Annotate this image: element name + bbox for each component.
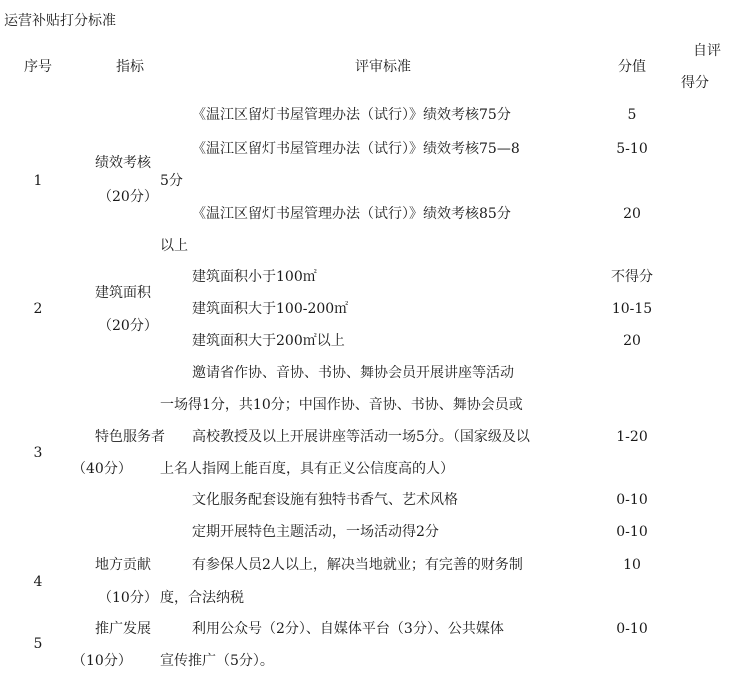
row-5-criteria-line-2: 宣传推广（5分）。	[160, 653, 274, 669]
header-indicator: 指标	[116, 59, 144, 75]
row-2-score-2: 10-15	[611, 301, 653, 317]
row-1-seq: 1	[33, 173, 43, 189]
row-3-criteria-line-2: 一场得1分，共10分；中国作协、音协、书协、舞协会员或	[160, 397, 523, 413]
header-criteria: 评审标准	[355, 59, 411, 75]
row-4-indicator-points: （10分）	[98, 590, 158, 606]
row-1-criteria-line-2: 《温江区留灯书屋管理办法（试行）》绩效考核75—8	[192, 141, 520, 157]
row-3-seq: 3	[33, 445, 43, 461]
row-5-criteria-line-1: 利用公众号（2分）、自媒体平台（3分）、公共媒体	[192, 621, 504, 637]
row-3-criteria-line-1: 邀请省作协、音协、书协、舞协会员开展讲座等活动	[192, 365, 514, 381]
row-3-criteria-line-6: 定期开展特色主题活动，一场活动得2分	[192, 524, 439, 540]
row-3-criteria-line-4: 上名人指网上能百度，具有正义公信度高的人）	[160, 461, 454, 477]
row-3-indicator-points: （40分）	[72, 461, 132, 477]
row-1-score-1: 5	[627, 107, 637, 123]
row-1-indicator-points: （20分）	[98, 189, 158, 205]
row-5-indicator-name: 推广发展	[95, 621, 151, 637]
row-3-score-1: 1-20	[616, 429, 648, 445]
row-2-score-1: 不得分	[611, 269, 653, 285]
row-3-indicator-name: 特色服务者	[95, 429, 165, 445]
header-self-score-line2: 得分	[681, 75, 709, 91]
row-1-criteria-line-4: 《温江区留灯书屋管理办法（试行）》绩效考核85分	[192, 206, 511, 222]
row-2-criteria-line-2: 建筑面积大于100-200㎡	[192, 301, 349, 317]
row-4-seq: 4	[33, 574, 43, 590]
header-self-score-line1: 自评	[693, 43, 721, 59]
row-2-criteria-line-1: 建筑面积小于100㎡	[192, 269, 317, 285]
header-seq: 序号	[24, 59, 52, 75]
row-3-criteria-line-5: 文化服务配套设施有独特书香气、艺术风格	[192, 492, 458, 508]
row-1-criteria-line-3: 5分	[160, 173, 183, 189]
row-1-criteria-line-5: 以上	[160, 238, 188, 254]
row-2-criteria-line-3: 建筑面积大于200㎡以上	[192, 333, 345, 349]
header-score: 分值	[618, 59, 646, 75]
row-5-seq: 5	[33, 636, 43, 652]
row-5-indicator-points: （10分）	[72, 653, 132, 669]
row-1-score-3: 20	[623, 206, 641, 222]
row-1-indicator-name: 绩效考核	[95, 155, 151, 171]
row-4-criteria-line-2: 度，合法纳税	[160, 590, 244, 606]
row-1-score-2: 5-10	[616, 141, 648, 157]
row-2-seq: 2	[33, 301, 43, 317]
row-3-score-3: 0-10	[616, 524, 648, 540]
row-2-score-3: 20	[623, 333, 641, 349]
row-2-indicator-points: （20分）	[98, 318, 158, 334]
document-title: 运营补贴打分标准	[4, 13, 116, 29]
row-2-indicator-name: 建筑面积	[95, 285, 151, 301]
row-4-criteria-line-1: 有参保人员2人以上，解决当地就业；有完善的财务制	[192, 557, 523, 573]
row-3-score-2: 0-10	[616, 492, 648, 508]
row-4-indicator-name: 地方贡献	[95, 557, 151, 573]
row-3-criteria-line-3: 高校教授及以上开展讲座等活动一场5分。（国家级及以	[192, 429, 530, 445]
row-5-score: 0-10	[616, 621, 648, 637]
row-1-criteria-line-1: 《温江区留灯书屋管理办法（试行）》绩效考核75分	[192, 107, 511, 123]
row-4-score: 10	[623, 557, 641, 573]
